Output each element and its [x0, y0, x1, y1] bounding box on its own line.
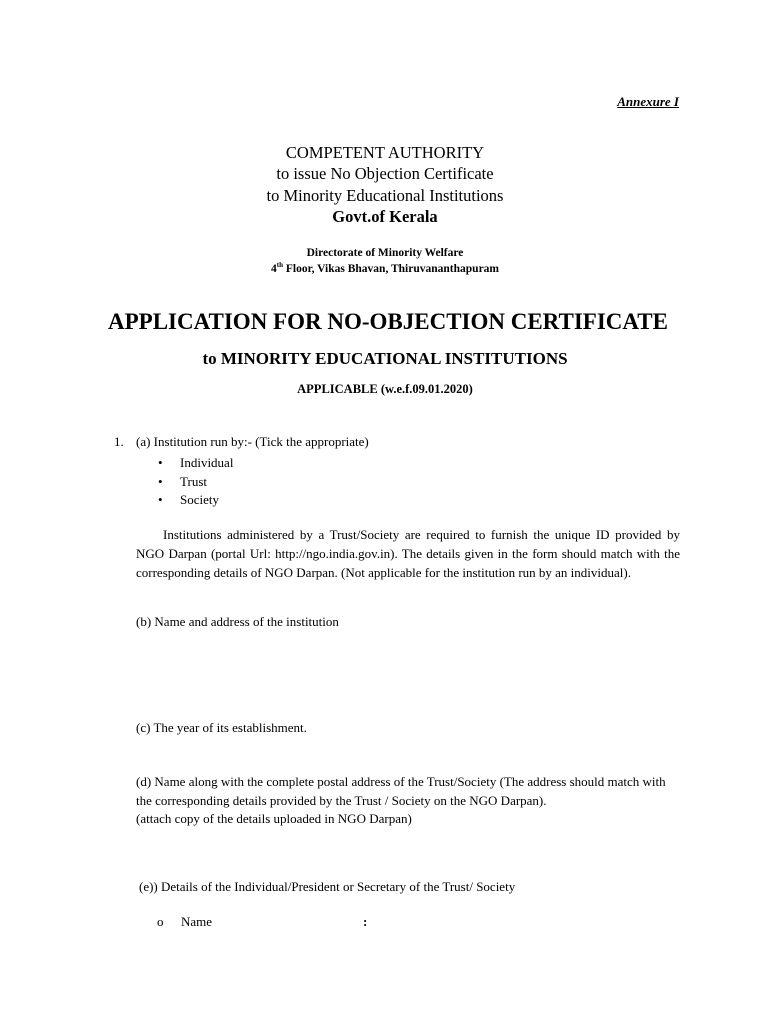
option-label: Trust — [180, 473, 207, 489]
authority-line-2: to issue No Objection Certificate — [276, 164, 494, 183]
circle-bullet-icon: o — [157, 914, 164, 929]
annexure-label: Annexure I — [617, 94, 679, 109]
directorate-name: Directorate of Minority Welfare — [306, 247, 464, 259]
question-1b: (b) Name and address of the institution — [136, 614, 339, 629]
page-subtitle: to MINORITY EDUCATIONAL INSTITUTIONS — [202, 349, 568, 368]
name-field-row[interactable] — [157, 914, 368, 930]
name-label: Name — [181, 914, 213, 929]
floor-number: 4 — [271, 262, 277, 275]
question-1a — [114, 434, 369, 450]
question-1c: (c) The year of its establishment. — [136, 720, 307, 735]
bullet-icon: • — [158, 473, 163, 489]
name-colon: : — [363, 914, 368, 929]
authority-line-govt: Govt.of Kerala — [332, 207, 438, 226]
authority-line-1: COMPETENT AUTHORITY — [285, 143, 485, 162]
question-number: 1. — [114, 434, 124, 449]
ngo-darpan-note: Institutions administered by a Trust/Society are required to furnish the unique ID provided by NGO Darpan (portal Url: http://ngo.india.gov.in). The details given in the form should match with the corresponding details of NGO Darpan. (Not applicable for the institution run by an individual). — [136, 527, 680, 580]
question-1d — [136, 773, 684, 829]
floor-suffix: th — [276, 261, 283, 269]
bullet-icon: • — [158, 455, 163, 470]
page-title: APPLICATION FOR NO-OBJECTION CERTIFICATE — [108, 309, 668, 334]
address-rest: Floor, Vikas Bhavan, Thiruvananthapuram — [282, 262, 499, 275]
option-individual[interactable] — [158, 454, 233, 473]
applicable-date: APPLICABLE (w.e.f.09.01.2020) — [297, 382, 473, 396]
question-1d-attach-note: (attach copy of the details uploaded in NGO Darpan) — [136, 811, 412, 826]
question-1d-text: (d) Name along with the complete postal address of the Trust/Society (The address should match with the corresponding details provided by the Trust / Society on the NGO Darpan). — [136, 774, 666, 808]
option-label: Society — [180, 492, 219, 507]
bullet-icon: • — [158, 492, 163, 507]
option-label: Individual — [180, 455, 234, 470]
option-society[interactable] — [158, 491, 233, 510]
institution-type-options — [158, 454, 233, 510]
question-1a-text: (a) Institution run by:- (Tick the appropriate) — [136, 434, 369, 449]
authority-line-3: to Minority Educational Institutions — [266, 186, 504, 205]
question-1e: (e)) Details of the Individual/President or Secretary of the Trust/ Society — [139, 879, 516, 894]
option-trust[interactable] — [158, 473, 233, 492]
directorate-address — [0, 261, 770, 275]
